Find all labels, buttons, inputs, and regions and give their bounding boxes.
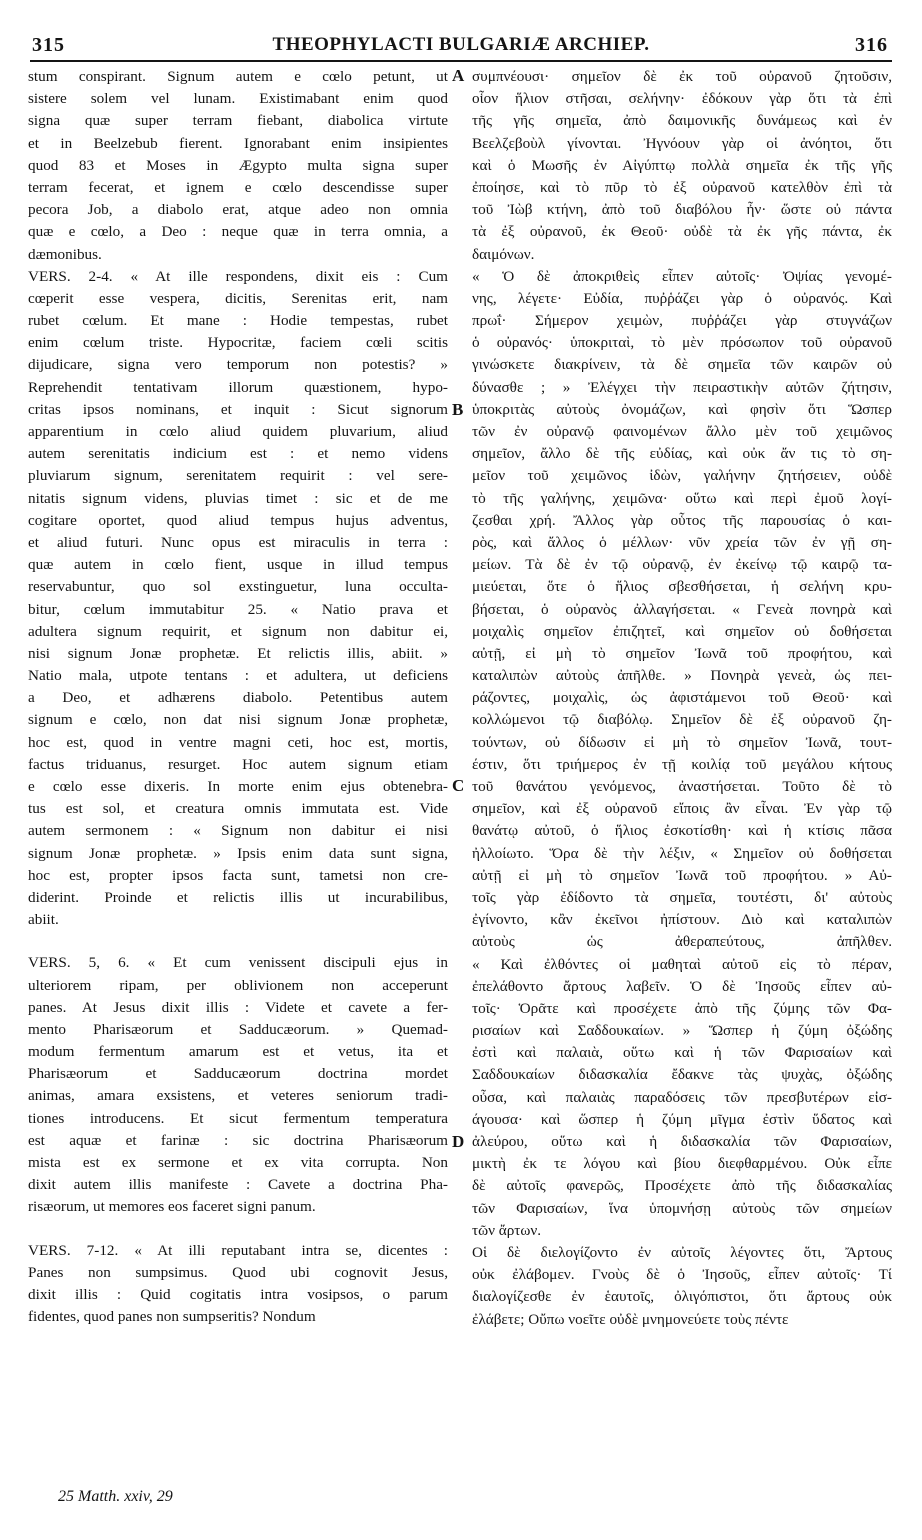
greek-text-line: δαιμόνων. — [472, 245, 535, 263]
latin-text-line: Reprehendit tentativam illorum quæstionem, hypo- — [28, 378, 448, 396]
latin-text-line: est aquæ et farinæ : sic doctrina Pharisæorum — [28, 1131, 448, 1149]
greek-text-line: βήσεται, ὁ οὐρανὸς ἀλλαγήσεται. « Γενεὰ πονηρὰ καὶ — [472, 600, 892, 618]
latin-text-line: critas ipsos nominans, et inquit : Sicut signorum — [28, 400, 448, 418]
latin-text-line: dijudicare, signa vero temporum non potestis? » — [28, 356, 448, 374]
greek-text-line: ἐγίνοντο, κἂν ἐκεῖνοι ἠπίστουν. Διὸ καὶ καταλιπὼν — [472, 911, 892, 929]
greek-text-line: ἀλεύρου, οὕτω καὶ ἡ διδασκαλία τῶν Φαρισαίων, — [472, 1133, 892, 1150]
greek-text-line: αὐτοὺς ὡς ἀθεραπεύτους, ἀπῆλθεν. — [472, 933, 892, 951]
latin-text-line: signum e cœlo, non dat nisi signum Jonæ prophetæ, — [28, 711, 448, 729]
greek-text-line: ἐστὶ καὶ παλαιὰ, οὕτω καὶ ἡ τῶν Φαρισαίων καὶ — [472, 1044, 892, 1062]
greek-text-line: πρωΐ· Σήμερον χειμὼν, πυῤῥάζει γὰρ στυγνάζων — [472, 312, 892, 330]
latin-text-line: VERS. 5, 6. « Et cum venissent discipuli ejus in — [28, 954, 448, 972]
latin-text-line: sistere solem vel lunam. Existimabant enim quod — [28, 90, 448, 108]
latin-text-line: et in Beelzebub fierent. Ignorabant enim insipientes — [28, 134, 448, 152]
latin-text-line: ulteriorem ripam, per oblivionem non acceperunt — [28, 976, 448, 994]
greek-text-line: συμπνέουσι· σημεῖον δὲ ἐκ τοῦ οὐρανοῦ ζητοῦσιν, — [472, 68, 892, 85]
greek-text-line: μοιχαλὶς σημεῖον ἐπιζητεῖ, καὶ σημεῖον οὐ δοθήσεται — [472, 622, 892, 640]
greek-text-line: « Καὶ ἐλθόντες οἱ μαθηταὶ αὐτοῦ εἰς τὸ πέραν, — [472, 955, 892, 973]
latin-text-line: VERS. 2-4. « At ille respondens, dixit eis : Cum — [28, 267, 448, 285]
latin-text-line: autem sermonem : « Signum non dabitur ei nisi — [28, 822, 448, 840]
greek-text-line: τῆς γῆς σημεῖα, ἀπὸ δαιμονικῆς δυνάμεως καὶ ἐν — [472, 112, 892, 130]
margin-marker-a: A — [452, 66, 465, 85]
footnote: 25 Matth. xxiv, 29 — [58, 1488, 173, 1505]
latin-text-line: cœperit esse vespera, dicitis, Serenitas erit, nam — [28, 289, 448, 307]
greek-text-line: ράζοντες, μοιχαλὶς, ὡς ἀφιστάμενοι τοῦ Θεοῦ· καὶ — [472, 689, 892, 707]
greek-text-line: τοῦ Ἰὼβ κτήνη, ἀπὸ τοῦ διαβόλου ἦν· ὥστε οὐ πάντα — [472, 201, 892, 219]
latin-text-line: dæmonibus. — [28, 245, 102, 263]
latin-text-line: et aliud futuri. Nunc opus est miraculis in terra : — [28, 533, 448, 551]
latin-text-line: quod 83 et Moses in Ægypto multa signa super — [28, 156, 448, 174]
greek-text-line: οὖσα, καὶ παλαιὰς παραδόσεις τῶν πρεσβυτέρων εἰσ- — [472, 1088, 892, 1106]
latin-text-line — [28, 931, 448, 952]
greek-text-line: ἐποίησε, καὶ τὸ πῦρ τὸ ἐξ οὐρανοῦ κατελθὸν ἐπὶ τὰ — [472, 178, 892, 196]
greek-text-line: Οἱ δὲ διελογίζοντο ἐν αὐτοῖς λέγοντες ὅτι, Ἄρτους — [472, 1243, 892, 1261]
greek-text-line: τὰ ἐξ οὐρανοῦ, ἐκ Θεοῦ· οὐδὲ τὰ ἐκ γῆς πάντα, ἐκ — [472, 223, 892, 241]
margin-marker-b: B — [452, 400, 464, 419]
latin-text-line: diderint. Proinde et relictis illis ut incurabilibus, — [28, 888, 448, 906]
latin-text-line: cogitare oportet, quod aliud tempus hujus adventus, — [28, 511, 448, 529]
latin-text-line: VERS. 7-12. « At illi reputabant intra se, dicentes : — [28, 1241, 448, 1259]
latin-column — [28, 66, 448, 1328]
latin-text-line: modum fermentum amarum est et vetus, ita et — [28, 1043, 448, 1061]
latin-text-line: signa quæ super terram fiebant, diabolica virtute — [28, 112, 448, 130]
latin-text-line: quæ e cœlo, a Deo : neque quæ in terra omnia, a — [28, 223, 448, 241]
greek-text-line: καὶ ὁ Μωσῆς ἐν Αἰγύπτῳ πολλὰ σημεῖα ἐκ τῆς γῆς — [472, 156, 892, 174]
greek-text-line: αὐτῇ, εἰ μὴ τὸ σημεῖον Ἰωνᾶ τοῦ προφήτου, καὶ — [472, 644, 892, 662]
greek-column — [472, 66, 892, 1331]
page-number-right: 316 — [855, 34, 888, 56]
latin-text-line: e cœlo esse dixeris. In morte enim ejus obtenebra- — [28, 778, 448, 795]
greek-text-line: ἠλλοίωτο. Ὅρα δὲ τὴν λέξιν, « Σημεῖον οὐ δοθήσεται — [472, 844, 892, 862]
greek-text-line: δὲ αὐτοῖς φανερῶς, Προσέχετε ἀπὸ τῆς διδασκαλίας — [472, 1177, 892, 1195]
greek-text-line: νης, λέγετε· Εὐδία, πυῤῥάζει γὰρ ὁ οὐρανός. Καὶ — [472, 289, 892, 307]
greek-text-line: ἐλάβετε; Οὔπω νοεῖτε οὐδὲ μνημονεύετε τοὺς πέντε — [472, 1310, 789, 1328]
latin-text-line: reservabuntur, quo sol exstinguetur, luna occulta- — [28, 578, 448, 596]
latin-text-line: abiit. — [28, 911, 59, 929]
greek-text-line: μείων. Τὰ δὲ ἐν τῷ οὐρανῷ, ἐν ἐκείνῳ τῷ καιρῷ τα- — [472, 556, 892, 574]
latin-text-line: nitatis signum videns, pluvias timet : sic et de me — [28, 489, 448, 507]
latin-text-line: mista est ex sermone et ex vita corrupta. Non — [28, 1154, 448, 1171]
latin-text-line: hoc est, propter ipsos facta sunt, tametsi non cre- — [28, 866, 448, 884]
greek-text-line: Βεελζεβοὺλ γίνονται. Ἠγνόουν γὰρ οἱ ἀνόητοι, ὅτι — [472, 134, 892, 152]
greek-text-line: ρὸς, καὶ ἄλλος ὁ μέλλων· νῦν χρεία τῶν ἐν γῇ ση- — [472, 533, 892, 551]
greek-text-line: οὐκ ἐλάβομεν. Γνοὺς δὲ ὁ Ἰησοῦς, εἶπεν αὐτοῖς· Τί — [472, 1266, 892, 1284]
running-title: THEOPHYLACTI BULGARIÆ ARCHIEP. — [272, 34, 650, 55]
greek-text-line: ἐπελάθοντο ἄρτους λαβεῖν. Ὁ δὲ Ἰησοῦς εἶπεν αὐ- — [472, 977, 892, 995]
latin-text-line: quæ autem in cœlo fient, usque in illud tempus — [28, 556, 448, 574]
greek-text-line: οἷον ἥλιον στῆσαι, σελήνην· ἐδόκουν γὰρ ὅτι τὰ ἐπὶ — [472, 90, 892, 108]
margin-marker-c: C — [452, 776, 465, 795]
latin-text-line: signum Jonæ prophetæ. » Ipsis enim data sunt signa, — [28, 844, 448, 862]
greek-text-line: ὑποκριτὰς αὐτοὺς ὀνομάζων, καὶ φησὶν ὅτι Ὥσπερ — [472, 400, 892, 418]
latin-text-line: apparentium in cœlo aliud quidem pluvarium, aliud — [28, 423, 448, 440]
greek-text-line: μιεύεται, ὅτε ὁ ἥλιος σβεσθήσεται, ἡ σελήνη κρυ- — [472, 578, 892, 596]
greek-text-line: μικτὴ ἐκ τε λόγου καὶ βίου διεφθαρμένου. Οὐκ εἶπε — [472, 1155, 892, 1173]
greek-text-line: τοῖς γὰρ ἐδίδοντο τὰ σημεῖα, τουτέστι, δι' αὐτοὺς — [472, 888, 892, 906]
latin-text-line: terram fecerat, et ignem e cœlo descendisse super — [28, 178, 448, 196]
latin-text-line: risæorum, ut memores eos faceret signi panum. — [28, 1198, 316, 1216]
greek-text-line: διαλογίζεσθε ἐν ἑαυτοῖς, ὀλιγόπιστοι, ὅτι ἄρτους οὐκ — [472, 1288, 892, 1306]
greek-text-line: ὁ οὐρανός· ὑποκριταὶ, τὸ μὲν πρόσωπον τοῦ οὐρανοῦ — [472, 334, 892, 352]
greek-text-line: σημεῖον, καὶ ἐξ οὐρανοῦ εἴποις ἂν εἶναι. Ἐν γὰρ τῷ — [472, 800, 892, 818]
greek-text-line: ρισαίων καὶ Σαδδουκαίων. » Ὥσπερ ἡ ζύμη ὀξώδης — [472, 1022, 892, 1040]
latin-text-line: enim cœlum triste. Hypocritæ, faciem cœli scitis — [28, 334, 448, 352]
margin-marker-d: D — [452, 1132, 465, 1151]
latin-text-line: animas, amara exsistens, et veteres seniorum tradi- — [28, 1087, 448, 1105]
greek-text-line: τῶν ἄρτων. — [472, 1221, 542, 1239]
greek-text-line: θανάτῳ αὐτοῦ, ὁ ἥλιος ἐσκοτίσθη· καὶ ἡ κτίσις πᾶσα — [472, 822, 892, 840]
running-header — [30, 34, 892, 62]
latin-text-line: mento Pharisæorum et Sadducæorum. » Quemad- — [28, 1020, 448, 1038]
greek-text-line: άγουσα· καὶ ὥσπερ ἡ ζύμη μῖγμα ἐστὶν ὕδατος καὶ — [472, 1110, 892, 1128]
latin-text-line: pecora Job, a diabolo erat, atque adeo non omnia — [28, 201, 448, 219]
latin-text-line: dixit autem illis manifeste : Cavete a doctrina Pha- — [28, 1176, 448, 1194]
greek-text-line: τοῖς· Ὁρᾶτε καὶ προσέχετε ἀπὸ τῆς ζύμης τῶν Φα- — [472, 999, 892, 1017]
greek-text-line: τὸ τῆς γαλήνης, χειμῶνα· οὕτω καὶ περὶ ἐμοῦ λογί- — [472, 489, 892, 507]
latin-text-line: tus est sol, et creatura omnis immutata est. Vide — [28, 800, 448, 818]
latin-text-line: Pharisæorum et Sadducæorum doctrina mordet — [28, 1065, 448, 1083]
latin-text-line: nisi signum Jonæ prophetæ. Et relictis illis, abiit. » — [28, 644, 448, 662]
latin-text-line: stum conspirant. Signum autem e cœlo petunt, ut — [28, 68, 448, 85]
greek-text-line: τῶν ἐν οὐρανῷ φαινομένων ἄλλο μὲν τοῦ χειμῶνος — [472, 423, 892, 440]
latin-text-line: bitur, cœlum immutabitur 25. « Natio prava et — [28, 600, 448, 618]
greek-text-line: Σαδδουκαίων διδασκαλία ἔδακνε τὰς ψυχὰς, ὀξώδης — [472, 1066, 892, 1084]
greek-text-line: ζεσθαι χρή. Ἄλλος γὰρ οὗτος τῆς παρουσίας ὁ και- — [472, 511, 892, 529]
greek-text-line: αὐτῇ εἰ μὴ τὸ σημεῖον Ἰωνᾶ τοῦ προφήτου. » Αὐ- — [472, 866, 892, 884]
greek-text-line: σημεῖον, ἄλλο δὲ τῆς εὐδίας, καὶ οὐκ ἄν τις τὸ ση- — [472, 445, 892, 463]
latin-text-line: adultera signum requirit, et signum non dabitur ei, — [28, 622, 448, 640]
latin-text-line: hoc est, quod in ventre magni ceti, hoc est, mortis, — [28, 733, 448, 751]
latin-text-line: panes. At Jesus dixit illis : Videte et cavete a fer- — [28, 998, 448, 1016]
greek-text-line: γινώσκετε διακρίνειν, τὰ δὲ σημεῖα τῶν καιρῶν οὐ — [472, 356, 892, 374]
latin-text-line: rubet cœlum. Et mane : Hodie tempestas, rubet — [28, 312, 448, 330]
latin-text-line: autem serenitatis indicium est : et nemo videns — [28, 445, 448, 463]
greek-text-line: κολλώμενοι τῷ διαβόλῳ. Σημεῖον δὲ ἐξ οὐρανοῦ ζη- — [472, 711, 892, 729]
latin-text-line: dixit illis : Quid cogitatis intra vosipsos, o parum — [28, 1285, 448, 1303]
greek-text-line: μεῖον τοῦ χειμῶνος ἰδὼν, γαλήνην ζητήσειεν, οὐδὲ — [472, 467, 892, 485]
latin-text-line: factus triduanus, resurget. Hoc autem signum etiam — [28, 755, 448, 773]
greek-text-line: τῶν Φαρισαίων, ἵνα ὑπομνήσῃ αὐτοὺς τῶν σημείων — [472, 1199, 892, 1217]
greek-text-line: « Ὁ δὲ ἀποκριθεὶς εἶπεν αὐτοῖς· Ὀψίας γενομέ- — [472, 267, 892, 285]
latin-text-line: fidentes, quod panes non sumpseritis? Nondum — [28, 1308, 316, 1326]
greek-text-line: έστιν, ὅτι τριήμερος ἐν τῇ κοιλίᾳ τοῦ μεγάλου κήτους — [472, 755, 892, 773]
page-number-left: 315 — [32, 34, 65, 56]
latin-text-line: tiones introducens. Et sicut fermentum temperatura — [28, 1109, 448, 1127]
latin-text-line: pluviarum signum, serenitatem requirit : vel sere- — [28, 467, 448, 485]
greek-text-line: τοῦ θανάτου γενόμενος, ἀναστήσεται. Τοῦτο δὲ τὸ — [472, 778, 892, 795]
latin-text-line: a Deo, et adhærens diabolo. Petentibus autem — [28, 689, 448, 707]
latin-text-line: Natio mala, utpote tentans : et adultera, ut deficiens — [28, 667, 448, 685]
greek-text-line: τούντων, οὐ δίδωσιν εἰ μὴ τὸ σημεῖον Ἰωνᾶ, τουτ- — [472, 733, 892, 751]
latin-text-line: Panes non sumpsimus. Quod ubi cognovit Jesus, — [28, 1263, 448, 1281]
latin-text-line — [28, 1219, 448, 1240]
greek-text-line: δύνασθε ; » Ἐλέγχει τὴν πειραστικὴν αὐτῶν ζήτησιν, — [472, 378, 892, 396]
greek-text-line: καταλιπὼν αὐτοὺς ἀπῆλθε. » Πονηρὰ γενεὰ, ὡς πει- — [472, 667, 892, 685]
